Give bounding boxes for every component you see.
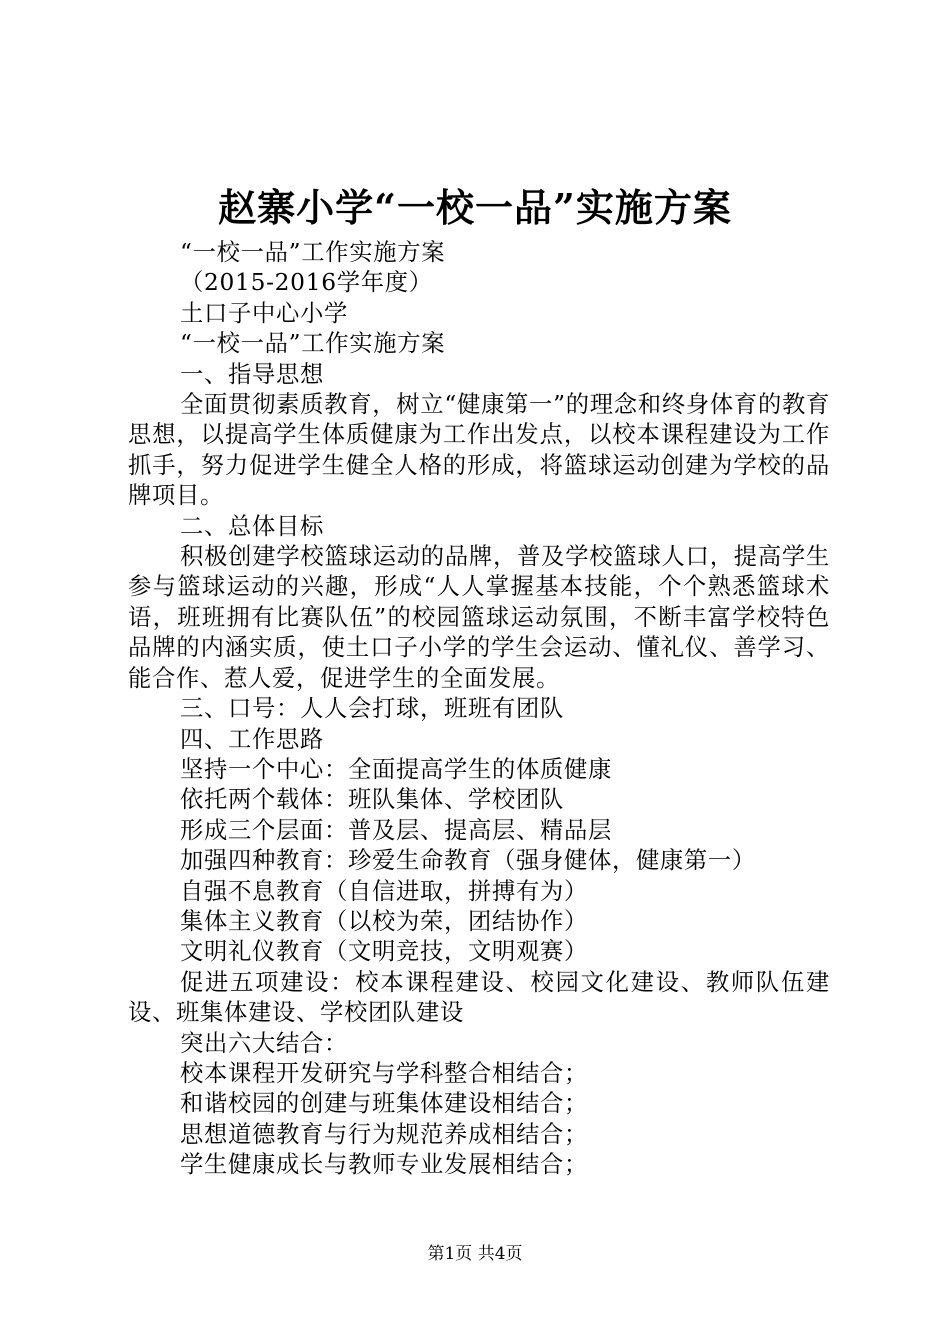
paragraph-guiding-ideology: 全面贯彻素质教育，树立“健康第一”的理念和终身体育的教育思想，以提高学生体质健康为工作出发点，以校本课程建设为工作抓手，努力促进学生健全人格的形成，将篮球运动创建为学校的品牌项目。 bbox=[128, 391, 830, 510]
list-item: 学生健康成长与教师专业发展相结合； bbox=[180, 1151, 588, 1179]
list-item: 形成三个层面：普及层、提高层、精品层 bbox=[180, 816, 612, 844]
paragraph-school-name: 土口子中心小学 bbox=[180, 299, 348, 327]
paragraph-plan-title: “一校一品”工作实施方案 bbox=[180, 330, 446, 358]
list-item: 文明礼仪教育（文明竞技，文明观赛） bbox=[180, 938, 588, 966]
list-item: 坚持一个中心：全面提高学生的体质健康 bbox=[180, 755, 612, 783]
page-footer: 第1页 共4页 bbox=[427, 1244, 523, 1264]
paragraph-school-year: （2015-2016学年度） bbox=[180, 269, 433, 297]
list-item: 自强不息教育（自信进取，拼搏有为） bbox=[180, 877, 588, 905]
section-heading-work-approach: 四、工作思路 bbox=[180, 725, 324, 753]
section-heading-slogan: 三、口号：人人会打球，班班有团队 bbox=[180, 695, 564, 723]
section-heading-guiding-ideology: 一、指导思想 bbox=[180, 360, 324, 388]
list-item: 集体主义教育（以校为荣，团结协作） bbox=[180, 907, 588, 935]
section-heading-overall-goals: 二、总体目标 bbox=[180, 512, 324, 540]
list-item: 思想道德教育与行为规范养成相结合； bbox=[180, 1120, 588, 1148]
list-item: 加强四种教育：珍爱生命教育（强身健体，健康第一） bbox=[180, 847, 756, 875]
list-item: 突出六大结合： bbox=[180, 1029, 348, 1057]
list-item: 依托两个载体：班队集体、学校团队 bbox=[180, 786, 564, 814]
document-body bbox=[128, 238, 830, 1181]
paragraph-subtitle: “一校一品”工作实施方案 bbox=[180, 239, 446, 266]
list-item: 和谐校园的创建与班集体建设相结合； bbox=[180, 1090, 588, 1118]
page-title: 赵寨小学“一校一品”实施方案 bbox=[218, 185, 732, 230]
paragraph-overall-goals: 积极创建学校篮球运动的品牌，普及学校篮球人口，提高学生参与篮球运动的兴趣，形成“人人掌握基本技能，个个熟悉篮球术语，班班拥有比赛队伍”的校园篮球运动氛围，不断丰富学校特色品牌的内涵实质，使土口子小学的学生会运动、懂礼仪、善学习、能合作、惹人爱，促进学生的全面发展。 bbox=[128, 543, 830, 692]
list-item: 促进五项建设：校本课程建设、校园文化建设、教师队伍建设、班集体建设、学校团队建设 bbox=[128, 968, 830, 1027]
list-item: 校本课程开发研究与学科整合相结合； bbox=[180, 1059, 588, 1087]
